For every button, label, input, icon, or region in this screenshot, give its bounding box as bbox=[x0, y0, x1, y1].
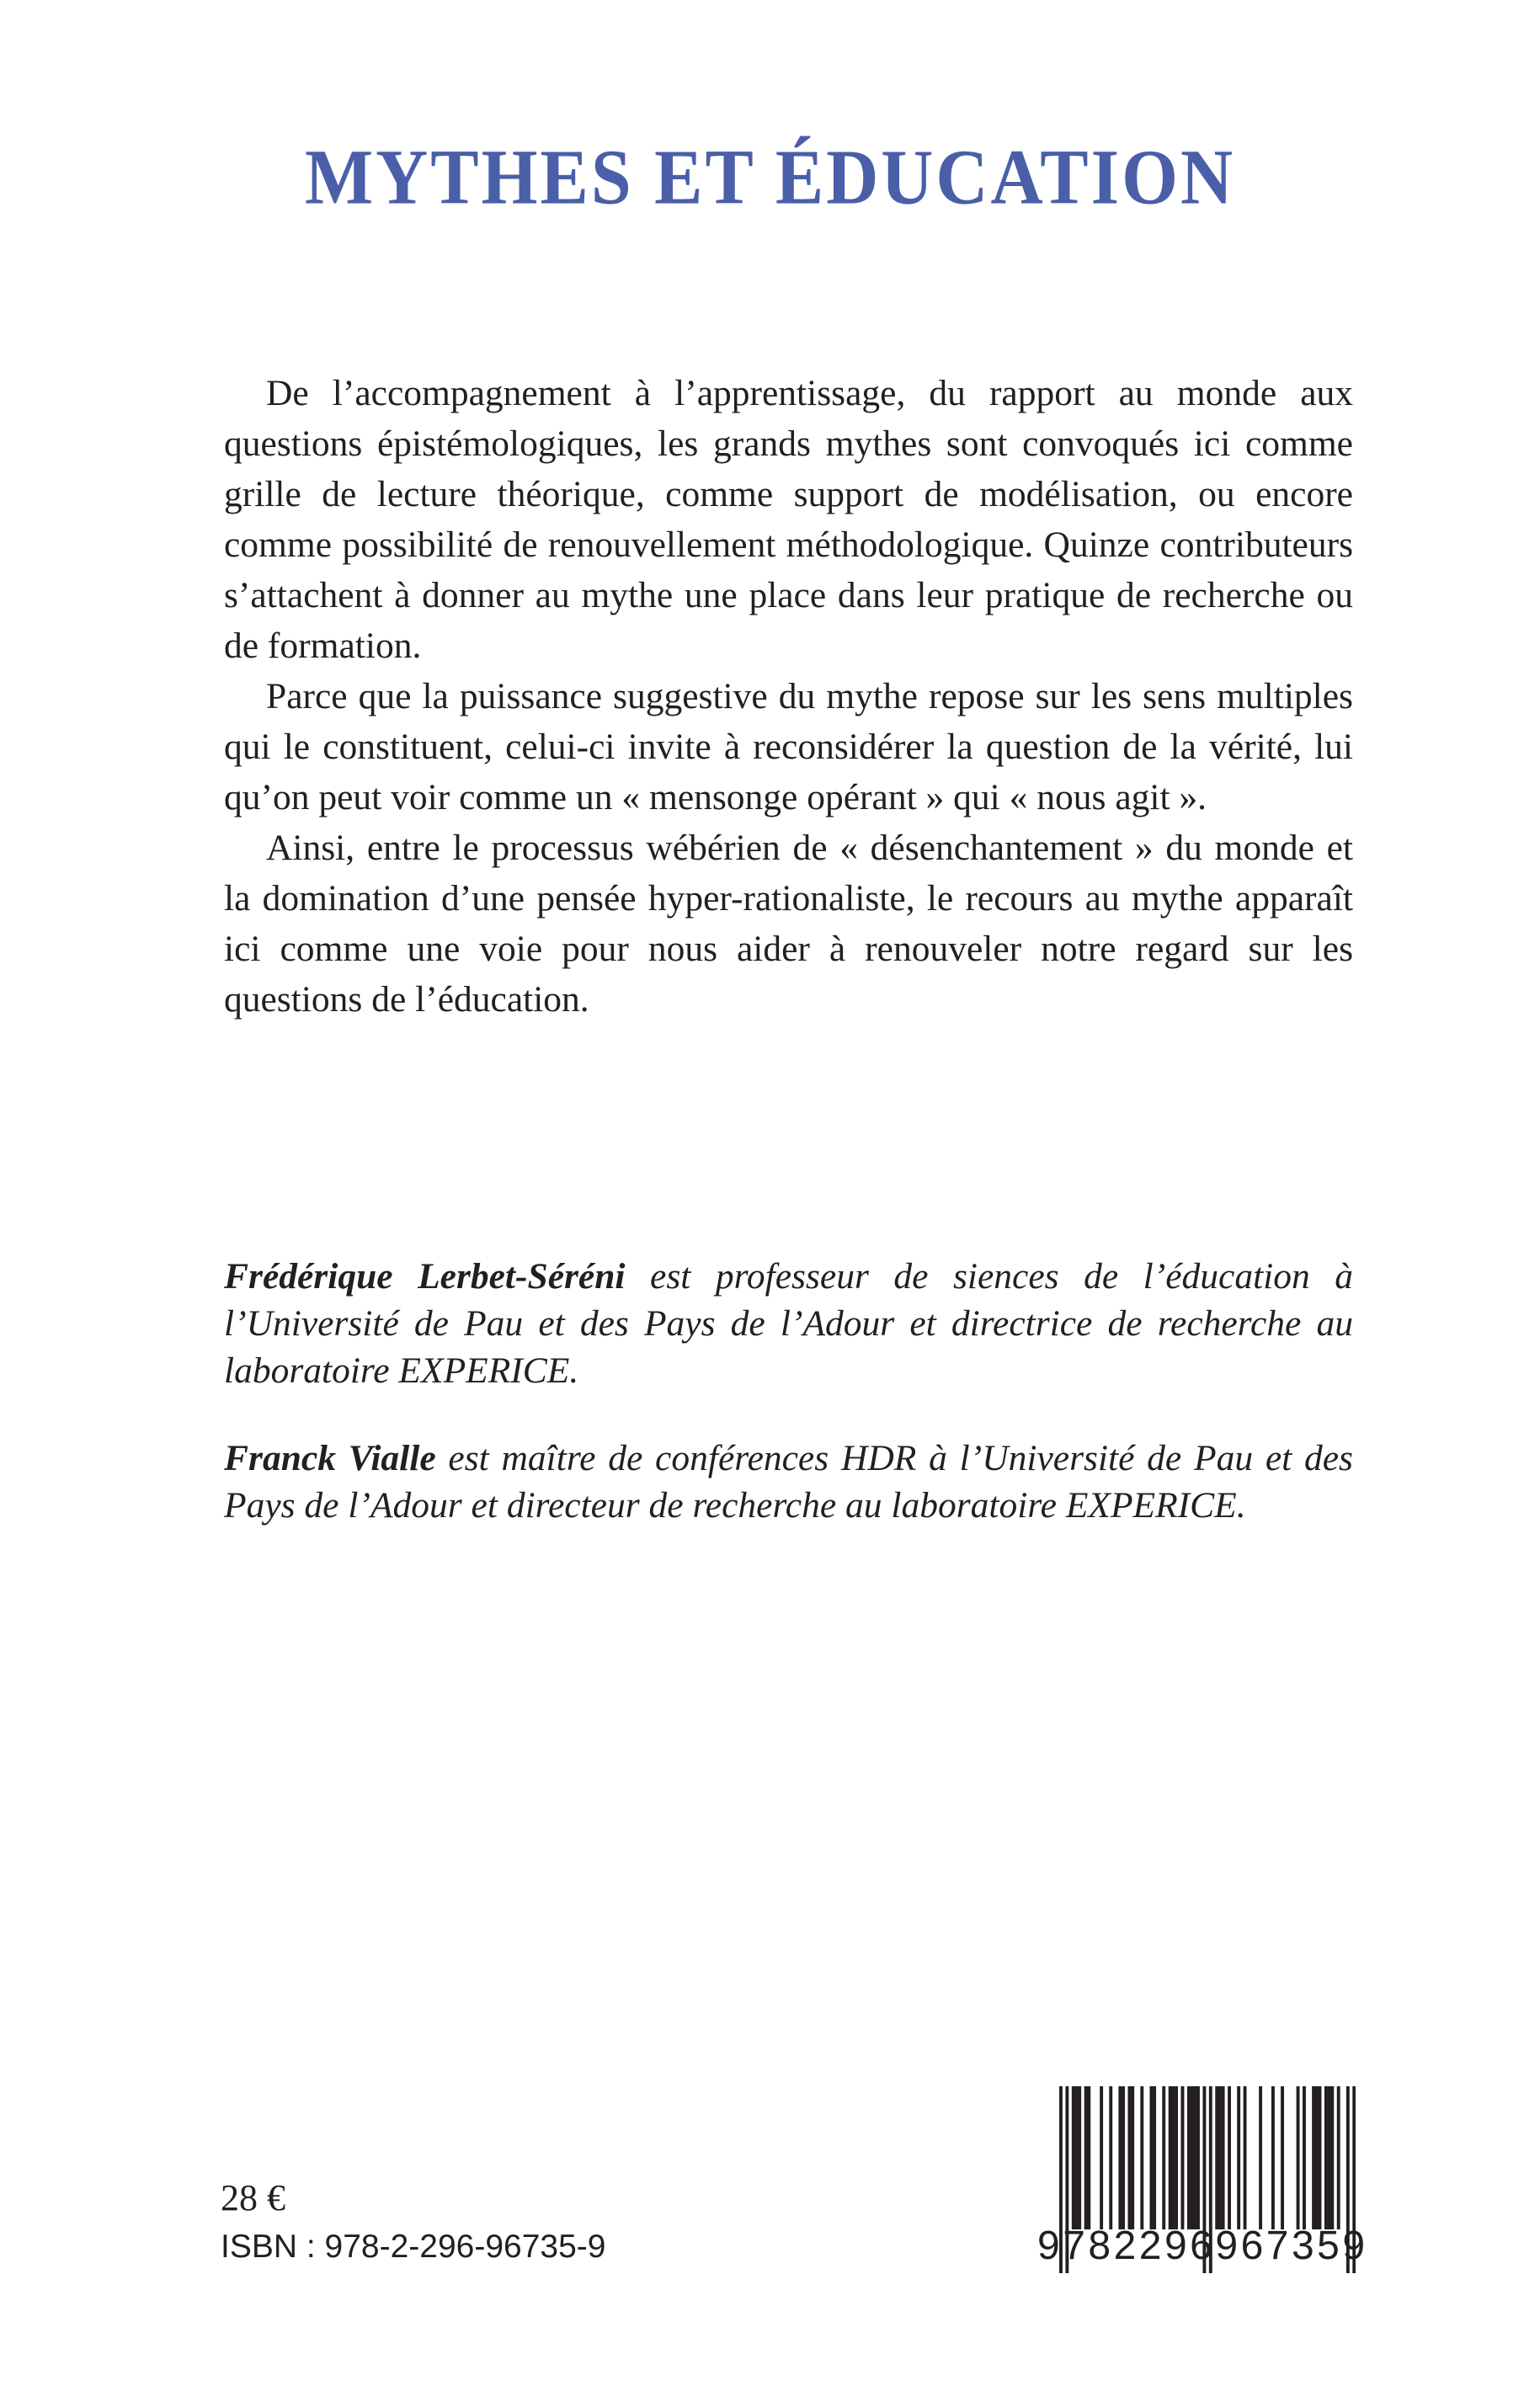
barcode-bar bbox=[1324, 2086, 1328, 2229]
barcode-bar bbox=[1328, 2086, 1331, 2229]
barcode-bar bbox=[1196, 2086, 1200, 2229]
blurb-paragraph: De l’accompagnement à l’apprentissage, du rapport au monde aux questions épistémologiques, les grands mythes sont convoqués ici comme grille de lecture théorique, comme support de modélisation, ou encore comme possibilité de renouvellement méthodologique. Quinze contributeurs s’attachent à donner au mythe une place dans leur pratique de recherche ou de formation. bbox=[224, 373, 1353, 666]
author-bio bbox=[224, 1253, 1353, 1394]
blurb-paragraph: Parce que la puissance suggestive du mythe repose sur les sens multiples qui le constituent, celui-ci invite à reconsidérer la question de la vérité, lui qu’on peut voir comme un « mensonge opérant » qui « nous agit ». bbox=[224, 676, 1353, 818]
author-bio bbox=[224, 1435, 1353, 1529]
barcode-bar bbox=[1162, 2086, 1165, 2229]
barcode-bar bbox=[1218, 2086, 1222, 2229]
barcode-bar bbox=[1181, 2086, 1185, 2229]
barcode-bar bbox=[1271, 2086, 1275, 2229]
isbn: ISBN : 978-2-296-96735-9 bbox=[221, 2229, 606, 2265]
barcode-bar bbox=[1169, 2086, 1172, 2229]
barcode-bar bbox=[1100, 2086, 1103, 2229]
barcode-bar bbox=[1319, 2086, 1322, 2229]
author-bio-text: est professeur de siences de l’éducation à l’Université de Pau et des Pays de l’Adour et directrice de recherche au laboratoire EXPERICE. bbox=[224, 1256, 1353, 1391]
blurb-paragraph: Ainsi, entre le processus wébérien de « désenchantement » du monde et la domination d’une pensée hyper-rationaliste, le recours au mythe apparaît ici comme une voie pour nous aider à renouveler notre regard sur les questions de l’éducation. bbox=[224, 828, 1353, 1020]
barcode-bar bbox=[1153, 2086, 1156, 2229]
barcode-bar bbox=[1131, 2086, 1134, 2229]
barcode-bar bbox=[1140, 2086, 1143, 2229]
barcode-bar bbox=[1303, 2086, 1306, 2229]
author-name: Franck Vialle bbox=[224, 1438, 436, 1478]
barcode-bar bbox=[1191, 2086, 1194, 2229]
barcode-bar bbox=[1315, 2086, 1319, 2229]
barcode-bar bbox=[1330, 2086, 1334, 2229]
barcode-bar bbox=[1337, 2086, 1340, 2229]
barcode-bar bbox=[1078, 2086, 1081, 2229]
barcode-bar bbox=[1175, 2086, 1178, 2229]
barcode-bar bbox=[1087, 2086, 1090, 2229]
barcode-bar bbox=[1228, 2086, 1231, 2229]
barcode-bar bbox=[1149, 2086, 1153, 2229]
barcode-bar bbox=[1075, 2086, 1079, 2229]
barcode-bar bbox=[1259, 2086, 1262, 2229]
barcode-bar bbox=[1171, 2086, 1175, 2229]
barcode-bar bbox=[1312, 2086, 1315, 2229]
barcode-bar bbox=[1118, 2086, 1122, 2229]
barcode-bar bbox=[1187, 2086, 1191, 2229]
barcode-bar bbox=[1281, 2086, 1284, 2229]
author-name: Frédérique Lerbet-Séréni bbox=[224, 1256, 626, 1297]
barcode-bar bbox=[1072, 2086, 1075, 2229]
barcode-bar bbox=[1215, 2086, 1218, 2229]
barcode-bar bbox=[1237, 2086, 1240, 2229]
barcode-bar bbox=[1109, 2086, 1112, 2229]
barcode-bar bbox=[1084, 2086, 1088, 2229]
barcode-bar bbox=[1193, 2086, 1196, 2229]
barcode-bar bbox=[1222, 2086, 1225, 2229]
book-title: MYTHES ET ÉDUCATION bbox=[304, 133, 1236, 221]
back-cover-blurb bbox=[224, 368, 1353, 1025]
barcode-bar bbox=[1128, 2086, 1132, 2229]
barcode-digits: 9782296967359 bbox=[1037, 2224, 1368, 2268]
price: 28 € bbox=[221, 2177, 285, 2218]
barcode-bar bbox=[1297, 2086, 1300, 2229]
author-bio-text: est maître de conférences HDR à l’Université de Pau et des Pays de l’Adour et directeur de recherche au laboratoire EXPERICE. bbox=[224, 1438, 1353, 1526]
barcode-bar bbox=[1244, 2086, 1247, 2229]
barcode-bar bbox=[1122, 2086, 1125, 2229]
